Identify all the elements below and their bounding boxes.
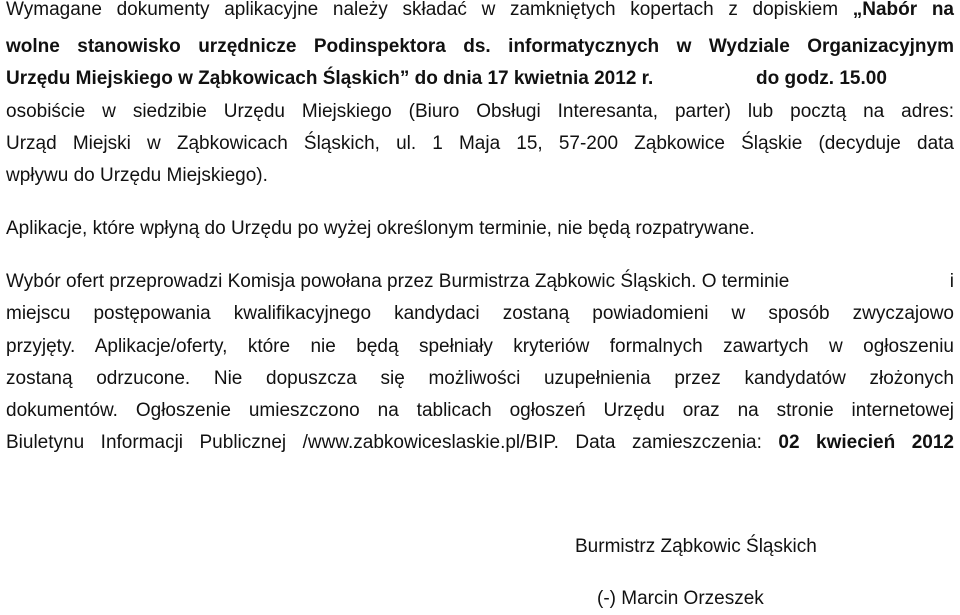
signature-name: (-) Marcin Orzeszek (597, 588, 764, 609)
body-line-1-right: i (949, 271, 954, 292)
header-line-1 (6, 0, 954, 26)
header-line-1-bold: „Nabór na (852, 0, 954, 20)
notice-line (6, 213, 954, 245)
header-line-2-bold: wolne stanowisko urzędnicze Podinspektora ds. informatycznych w Wydziale Organizacyjnym (6, 36, 954, 57)
body-line-2 (6, 298, 954, 330)
notice-text: Aplikacje, które wpłyną do Urzędu po wyżej określonym terminie, nie będą rozpatrywane. (6, 218, 755, 239)
body-line-5 (6, 395, 954, 427)
header-line-3-time: do godz. 15.00 (756, 68, 887, 89)
header-line-4-text: osobiście w siedzibie Urzędu Miejskiego (Biuro Obsługi Interesanta, parter) lub pocztą na adres: (6, 101, 954, 122)
header-line-3-bold: Urzędu Miejskiego w Ząbkowicach Śląskich” do dnia 17 kwietnia 2012 r. (6, 68, 654, 89)
header-line-5-text: Urząd Miejski w Ząbkowicach Śląskich, ul. 1 Maja 15, 57-200 Ząbkowice Śląskie (decyduje data (6, 133, 954, 154)
body-line-6 (6, 427, 954, 459)
body-line-1 (6, 266, 954, 298)
body-line-4 (6, 363, 954, 395)
header-line-6 (6, 160, 954, 192)
header-line-1-text: Wymagane dokumenty aplikacyjne należy składać w zamkniętych kopertach z dopiskiem (6, 0, 853, 20)
signature-title: Burmistrz Ząbkowic Śląskich (575, 536, 817, 557)
header-line-3 (6, 63, 954, 95)
header-line-4 (6, 96, 954, 128)
header-line-5 (6, 128, 954, 160)
body-line-2-text: miejscu postępowania kwalifikacyjnego kandydaci zostaną powiadomieni w sposób zwyczajowo (6, 303, 954, 324)
body-line-5-text: dokumentów. Ogłoszenie umieszczono na tablicach ogłoszeń Urzędu oraz na stronie internetowej (6, 400, 954, 421)
publication-date: 02 kwiecień 2012 (778, 432, 954, 453)
body-line-3-text: przyjęty. Aplikacje/oferty, które nie będą spełniały kryteriów formalnych zawartych w ogłoszeniu (6, 336, 954, 357)
body-line-3 (6, 331, 954, 363)
body-line-6-text: Biuletynu Informacji Publicznej /www.zabkowiceslaskie.pl/BIP. Data zamieszczenia: (6, 432, 779, 453)
body-line-1-text: Wybór ofert przeprowadzi Komisja powołana przez Burmistrza Ząbkowic Śląskich. O terminie (6, 271, 790, 292)
body-line-4-text: zostaną odrzucone. Nie dopuszcza się możliwości uzupełnienia przez kandydatów złożonych (6, 368, 954, 389)
header-line-2 (6, 31, 954, 63)
header-line-6-text: wpływu do Urzędu Miejskiego). (6, 165, 268, 186)
